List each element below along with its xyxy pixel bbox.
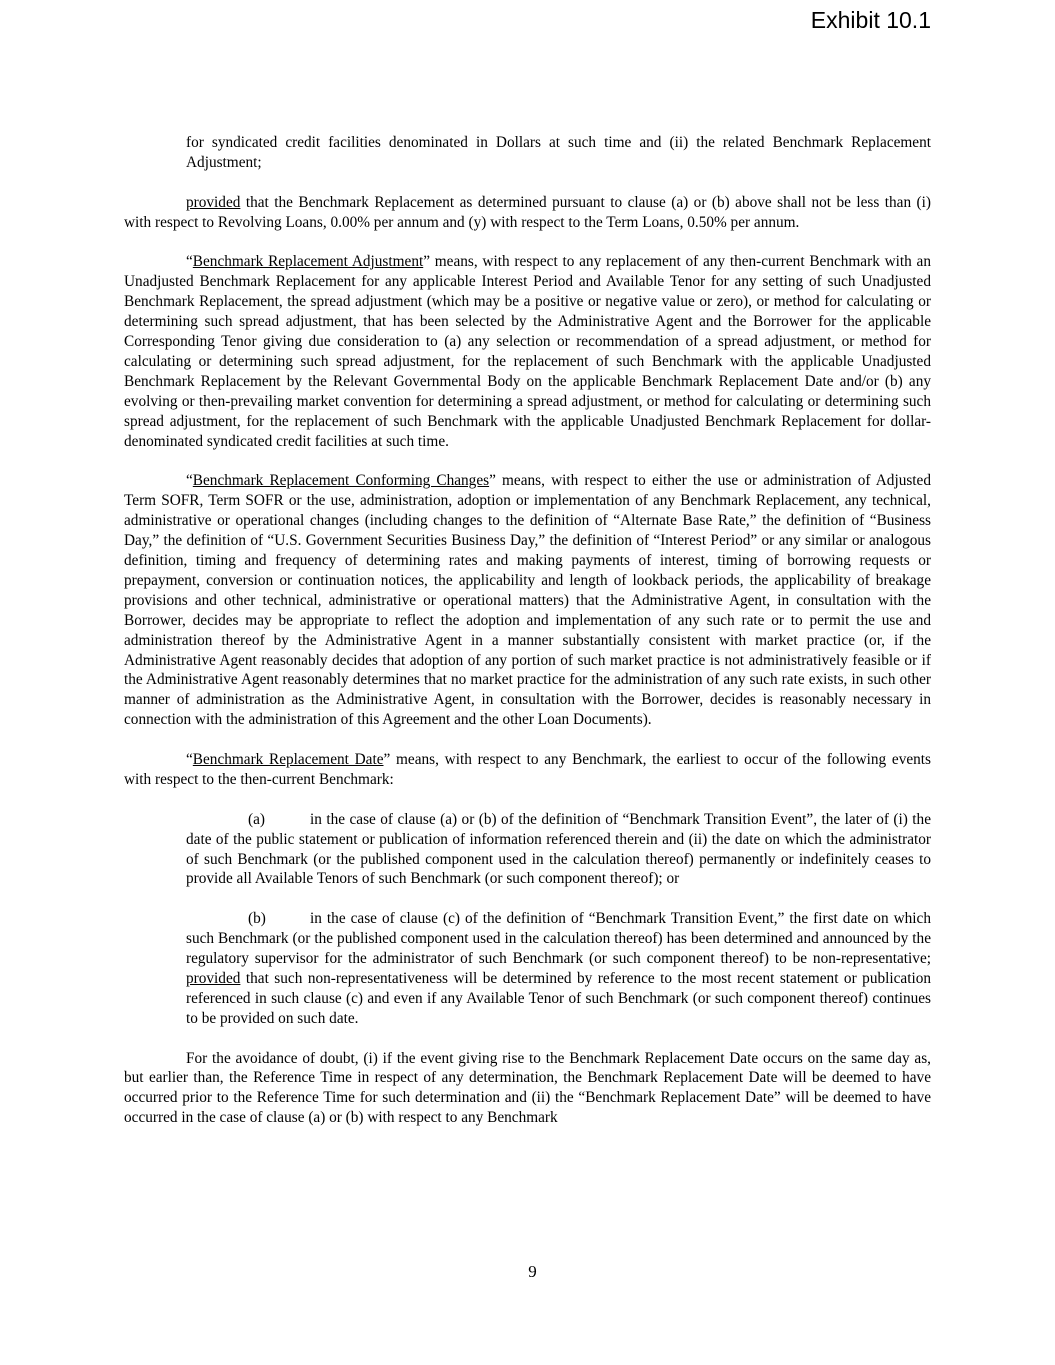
clause-label: (a) xyxy=(248,810,265,828)
open-quote: “ xyxy=(186,751,193,769)
definition-benchmark-replacement-conforming-changes xyxy=(124,471,931,730)
clause-label: (b) xyxy=(248,910,266,928)
clause-text: in the case of clause (c) of the definition of “Benchmark Transition Event,” the first date on which such Benchmark (or the published component used in the calculation thereof) has been determined and announced by the regulatory supervisor for the administrator of such Benchmark (or such component thereof) to be non-representative; xyxy=(186,910,931,968)
definition-benchmark-replacement-date xyxy=(124,750,931,790)
defined-term: Benchmark Replacement Date xyxy=(192,751,384,769)
defined-term: provided xyxy=(186,193,241,211)
paragraph-text: ” means, with respect to any replacement of any then-current Benchmark with an Unadjusted Benchmark Replacement for any applicable Interest Period and Available Tenor for any setting of such Unadjusted Benchmark Replacement, the spread adjustment (which may be a positive or negative value or zero), or method for calculating or determining such spread adjustment, that has been selected by the Administrative Agent and the Borrower for the applicable Corresponding Tenor giving due consideration to (a) any selection or recommendation of a spread adjustment, or method for calculating or determining such spread adjustment, for the replacement of such Benchmark with the applicable Unadjusted Benchmark Replacement by the Relevant Governmental Body on the applicable Benchmark Replacement Date and/or (b) any evolving or then-prevailing market convention for determining a spread adjustment, or method for calculating or determining such spread adjustment, for the replacement of such Benchmark with the applicable Unadjusted Benchmark Replacement for dollar- denominated syndicated credit facilities at such time. xyxy=(124,253,931,450)
page-number: 9 xyxy=(528,1262,537,1281)
paragraph-avoidance-of-doubt xyxy=(124,1049,931,1129)
paragraph-text: for syndicated credit facilities denominated in Dollars at such time and (ii) the related Benchmark Replacement Adjustment; xyxy=(186,134,931,171)
open-quote: “ xyxy=(186,472,193,490)
paragraph-text: ” means, with respect to any Benchmark, the earliest to occur of the following events with respect to the then-current Benchmark: xyxy=(124,751,931,788)
definition-benchmark-replacement-adjustment xyxy=(124,252,931,451)
defined-term: Benchmark Replacement Adjustment xyxy=(192,253,424,271)
defined-term: Benchmark Replacement Conforming Changes xyxy=(192,472,490,490)
paragraph-continuation xyxy=(186,133,931,173)
clause-b xyxy=(186,909,931,1028)
clause-text: that such non-representativeness will be determined by reference to the most recent statement or publication referenced in such clause (c) and even if any Available Tenor of such Benchmark (or such component thereof) continues to be provided on such date. xyxy=(186,969,931,1027)
open-quote: “ xyxy=(186,253,193,271)
paragraph-proviso xyxy=(124,193,931,233)
paragraph-text: ” means, with respect to either the use or administration of Adjusted Term SOFR, Term SOFR or the use, administration, adoption or implementation of any Benchmark Replacement, any technical, administrative or operational changes (including changes to the definition of “Alternate Base Rate,” the definition of “Business Day,” the definition of “U.S. Government Securities Business Day,” the definition of “Interest Period” or any similar or analogous definition, timing and frequency of determining rates and making payments of interest, timing of borrowing requests or prepayment, conversion or continuation notices, the applicability and length of lookback periods, the applicability of breakage provisions and other technical, administrative or operational matters) that the Administrative Agent, in consultation with the Borrower, decides may be appropriate to reflect the adoption and implementation of any such rate or to permit the use and administration thereof by the Administrative Agent in a manner substantially consistent with market practice (or, if the Administrative Agent reasonably decides that adoption of any portion of such market practice is not administratively feasible or if the Administrative Agent reasonably determines that no market practice for the administration of any such rate exists, in such other manner of administration as the Administrative Agent, in consultation with the Borrower, decides is reasonably necessary in connection with the administration of this Agreement and the other Loan Documents). xyxy=(124,472,931,729)
document-body xyxy=(124,133,931,1148)
clause-text: in the case of clause (a) or (b) of the definition of “Benchmark Transition Event”, the later of (i) the date of the public statement or publication of information referenced therein and (ii) the date on which the administrator of such Benchmark (or the published component used in the calculation thereof) permanently or indefinitely ceases to provide all Available Tenors of such Benchmark (or such component thereof); or xyxy=(186,810,931,888)
paragraph-text: For the avoidance of doubt, (i) if the event giving rise to the Benchmark Replacement Date occurs on the same day as, but earlier than, the Reference Time in respect of any determination, the Benchmark Replacement Date will be deemed to have occurred prior to the Reference Time for such determination and (ii) the “Benchmark Replacement Date” will be deemed to have occurred in the case of clause (a) or (b) with respect to any Benchmark xyxy=(124,1049,931,1127)
clause-a xyxy=(186,810,931,890)
paragraph-text: that the Benchmark Replacement as determined pursuant to clause (a) or (b) above shall not be less than (i) with respect to Revolving Loans, 0.00% per annum and (y) with respect to the Term Loans, 0.50% per annum. xyxy=(124,193,931,231)
defined-term: provided xyxy=(186,969,241,987)
exhibit-label: Exhibit 10.1 xyxy=(810,7,931,33)
